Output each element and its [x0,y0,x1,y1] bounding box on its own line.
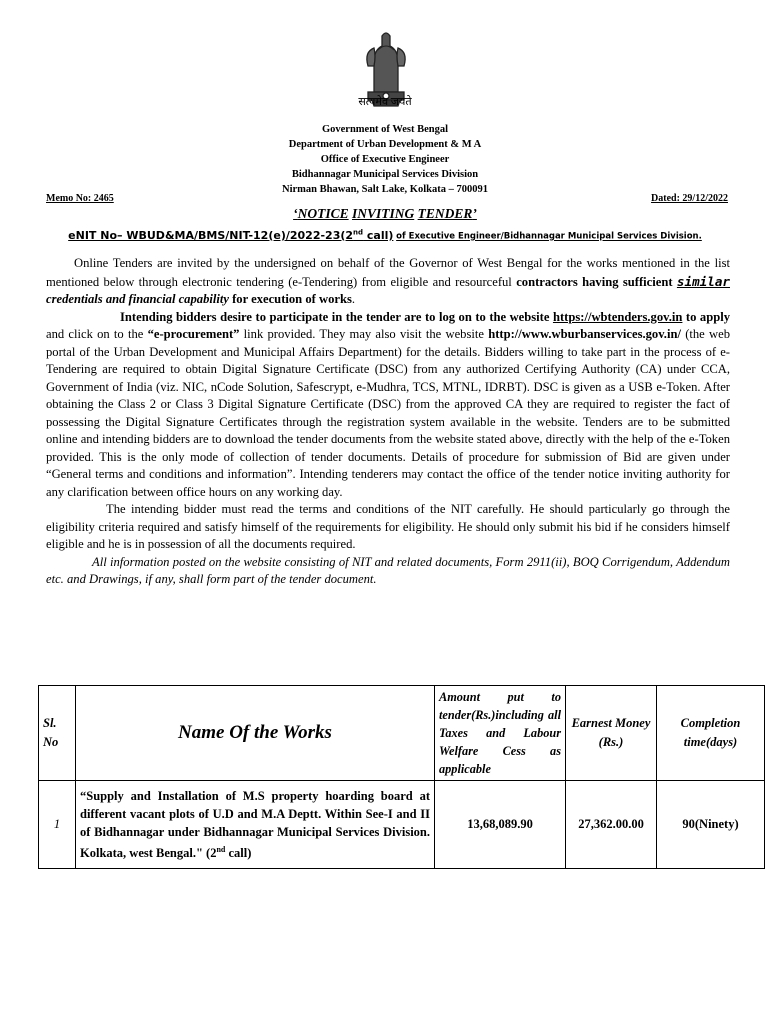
office-header [0,122,770,197]
memo-date: Dated: 29/12/2022 [651,193,728,204]
header-line-government: Government of West Bengal [321,124,449,135]
wbtenders-link[interactable]: https://wbtenders.gov.in [552,309,683,324]
cell-completion-time: 90(Ninety) [657,781,765,869]
emblem-motto: सत्यमेव जयते [358,96,412,108]
header-line-division: Bidhannagar Municipal Services Division [291,169,479,180]
paragraph-eligibility: The intending bidder must read the terms and conditions of the NIT carefully. He should particularly go through the eligibility criteria required and satisfy himself of the requirements for eligibility. He should only submit his bid if he considers himself eligible and he is in possession of all the documents required. [46,502,730,551]
works-table [38,685,765,869]
table-row [39,781,765,869]
memo-number: Memo No: 2465 [46,193,114,204]
header-sl-no: Sl. No [39,686,76,781]
header-completion-time: Completion time(days) [657,686,765,781]
header-name-of-works: Name Of the Works [76,686,435,781]
header-line-address: Nirman Bhawan, Salt Lake, Kolkata – 700091 [282,184,488,195]
header-line-department: Department of Urban Development & M A [288,139,482,150]
cell-work-name: “Supply and Installation of M.S property hoarding board at different vacant plots of U.D and M.A Deptt. Within See-I and II of Bidhannagar under Bidhannagar Municipal Services Division. Kolkata, west Bengal." (2nd call) [76,781,435,869]
header-line-office: Office of Executive Engineer [320,154,450,165]
notice-body [46,255,730,589]
notice-title: ‘NOTICE INVITING TENDER’ [293,206,477,221]
paragraph-documents: All information posted on the website consisting of NIT and related documents, Form 2911(ii), BOQ Corrigendum, Addendum etc. and Drawings, if any, shall form part of the tender document. [46,554,730,586]
wburbanservices-link[interactable]: http://www.wburbanservices.gov.in/ [488,327,681,341]
header-earnest-money: Earnest Money (Rs.) [566,686,657,781]
cell-sl-no: 1 [39,781,76,869]
cell-earnest-money: 27,362.00.00 [566,781,657,869]
header-amount: Amount put to tender(Rs.)including all Taxes and Labour Welfare Cess as applicable [435,686,566,781]
paragraph-participation: Intending bidders desire to participate in the tender are to log on to the website https://wbtenders.gov.in to apply and click on to the “e-procurement” link provided. They may also visit the website http://www.wburbanservices.gov.in/ (the web portal of the Urban Development and Municipal Affairs Department) for the details. Bidders willing to take part in the process of e-Tendering are required to obtain Digital Signature Certificate (DSC) from any authorized Certifying Authority (CA) under CCA, Government of India (viz. NIC, nCode Solution, Safescrypt, e-Mudhra, TCS, MTNL, IDRBT). DSC is given as a USB e-Token. After obtaining the Class 2 or Class 3 Digital Signature Certificate (DSC) from the approved CA they are required to register the fact of possessing the Digital Signature Certificates through the registration system available in the website. Tenders are to be submitted online and intending bidders are to download the tender documents from the website stated above, directly with the help of the e-Token provided. This is the only mode of collection of tender documents. Details of procedure for submission of Bid are given under “General terms and conditions and information”. Intending tenderers may contact the office of the tender notice inviting authority for any clarification between office hours on any working day. [46,309,730,499]
table-header-row [39,686,765,781]
cell-amount: 13,68,089.90 [435,781,566,869]
enit-number: eNIT No– WBUD&MA/BMS/NIT-12(e)/2022-23(2nd call) of Executive Engineer/Bidhannagar Municipal Services Division. [68,228,702,242]
paragraph-invitation: Online Tenders are invited by the undersigned on behalf of the Governor of West Bengal for the works mentioned in the list mentioned below through electronic tendering (e-Tendering) from eligible and resourceful contractors having sufficient similar credentials and financial capability for execution of works. [46,256,730,306]
